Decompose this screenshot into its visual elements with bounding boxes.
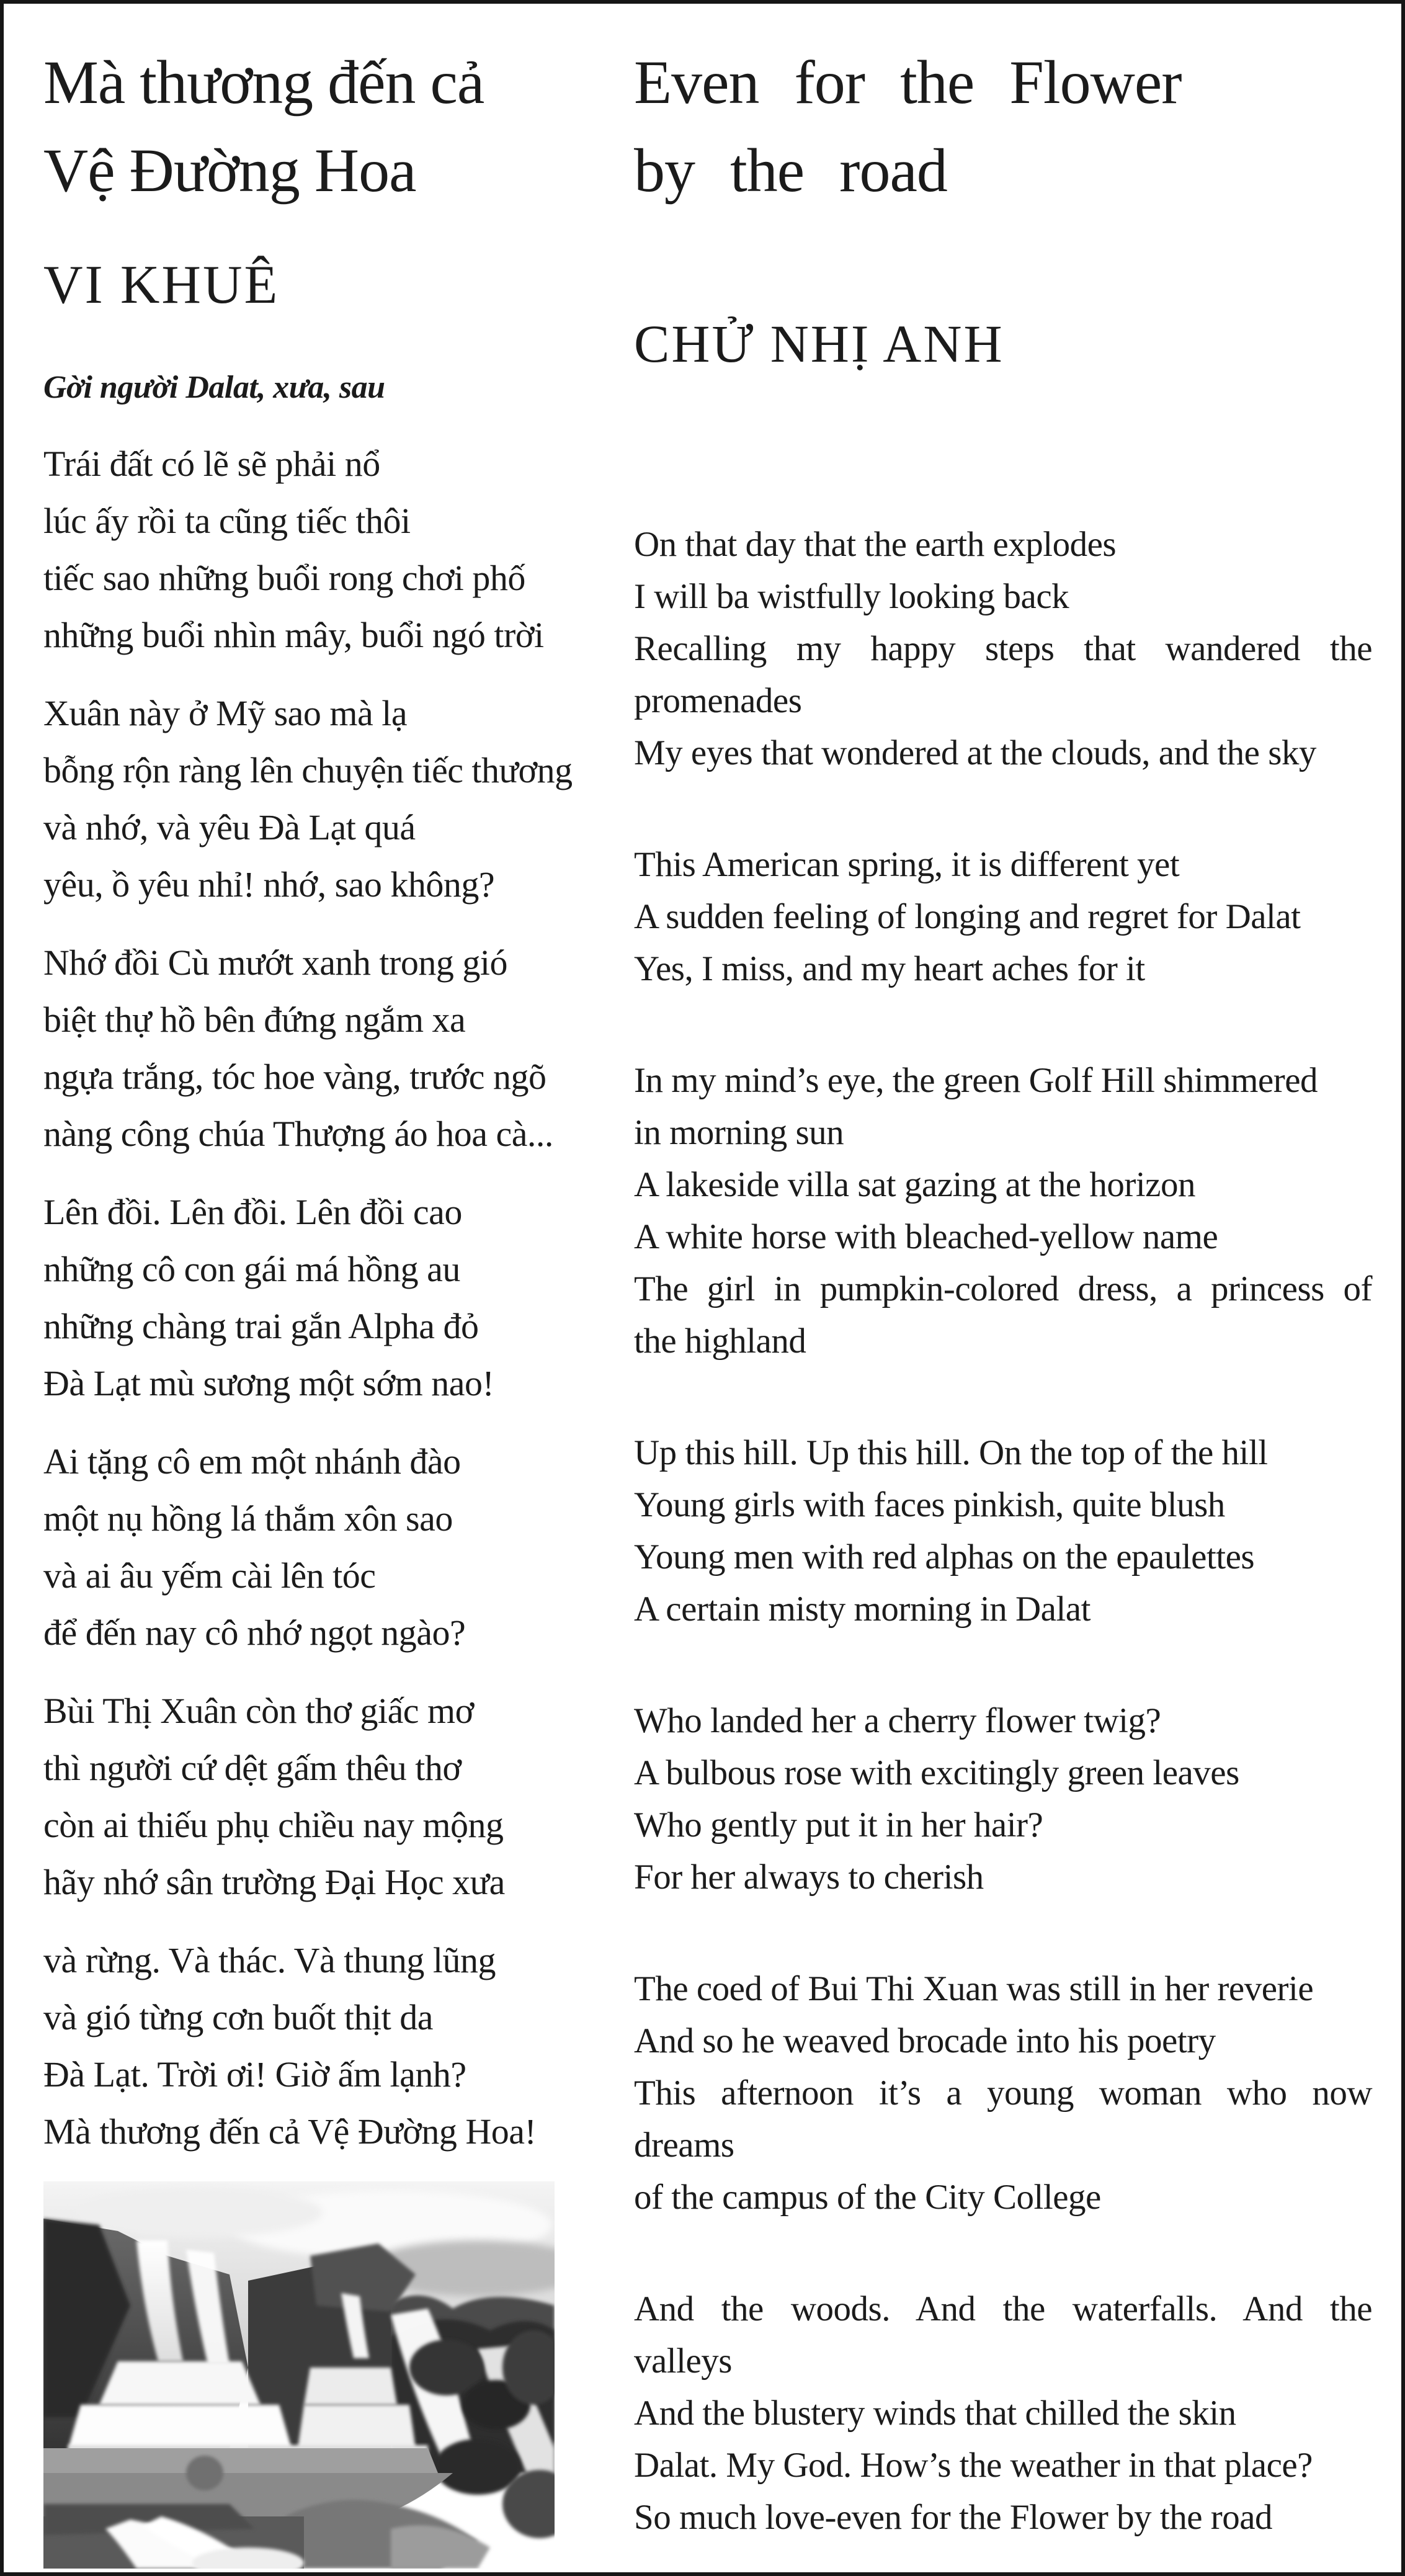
stanza — [634, 1695, 1372, 1903]
stanza — [634, 839, 1372, 995]
stanza — [43, 1932, 634, 2160]
poem-line: những buổi nhìn mây, buổi ngó trời — [43, 615, 544, 655]
poem-line: For her always to cherish — [634, 1858, 984, 1897]
poem-line: nàng công chúa Thượng áo hoa cà... — [43, 1114, 553, 1154]
poem-line: Xuân này ở Mỹ sao mà lạ — [43, 693, 408, 733]
poem-line: in morning sun — [634, 1113, 844, 1152]
poem-line: bỗng rộn ràng lên chuyện tiếc thương — [43, 750, 573, 790]
stanza — [634, 1055, 1372, 1367]
stanza — [634, 2283, 1372, 2544]
vi-title-line-2: Vệ Đường Hoa — [43, 136, 416, 205]
poem-line: Young girls with faces pinkish, quite blush — [634, 1485, 1225, 1524]
poem-line: the highland — [634, 1322, 806, 1361]
poem-line: Mà thương đến cả Vệ Đường Hoa! — [43, 2111, 537, 2152]
poem-line: ngựa trắng, tóc hoe vàng, trước ngõ — [43, 1057, 546, 1097]
poem-line: On that day that the earth explodes — [634, 525, 1117, 564]
poem-line: In my mind’s eye, the green Golf Hill shimmered — [634, 1061, 1318, 1100]
stanza — [634, 519, 1372, 779]
poem-line: và gió từng cơn buốt thịt da — [43, 1997, 434, 2037]
poem-line: Recalling my happy steps that wandered the — [634, 629, 1372, 668]
poem-line: And so he weaved brocade into his poetry — [634, 2021, 1216, 2060]
poem-line: This American spring, it is different yet — [634, 845, 1180, 884]
stanza — [43, 1433, 634, 1661]
stanza — [43, 1184, 634, 1412]
poem-line: A sudden feeling of longing and regret for Dalat — [634, 897, 1301, 936]
poem-line: A white horse with bleached-yellow name — [634, 1217, 1218, 1256]
poem-line: Who landed her a cherry flower twig? — [634, 1701, 1161, 1740]
en-translator: CHỬ NHỊ ANH — [634, 314, 1004, 373]
poem-line: This afternoon it’s a young woman who now — [634, 2073, 1372, 2113]
en-stanzas — [634, 519, 1372, 2544]
poem-line: of the campus of the City College — [634, 2178, 1101, 2217]
vi-stanzas — [43, 436, 634, 2160]
poem-line: Bùi Thị Xuân còn thơ giấc mơ — [43, 1691, 474, 1731]
poem-line: My eyes that wondered at the clouds, and the sky — [634, 733, 1316, 772]
poem-line: và ai âu yếm cài lên tóc — [43, 1555, 376, 1596]
poem-line: hãy nhớ sân trường Đại Học xưa — [43, 1862, 505, 1902]
stanza — [43, 685, 634, 913]
en-title-line-1: Even for the Flower — [634, 48, 1182, 117]
poem-line: Đà Lạt mù sương một sớm nao! — [43, 1363, 494, 1403]
poem-line: và nhớ, và yêu Đà Lạt quá — [43, 807, 416, 847]
poem-line: I will ba wistfully looking back — [634, 577, 1069, 616]
poem-line: promenades — [634, 681, 802, 720]
poem-line: yêu, ồ yêu nhỉ! nhớ, sao không? — [43, 864, 495, 905]
right-column — [634, 38, 1372, 2576]
poem-line: And the woods. And the waterfalls. And the — [634, 2289, 1372, 2328]
vi-dedication: Gời người Dalat, xưa, sau — [43, 370, 385, 405]
poem-line: và rừng. Và thác. Và thung lũng — [43, 1940, 496, 1980]
poem-line: The girl in pumpkin-colored dress, a princess of — [634, 1269, 1372, 1308]
poem-line: And the blustery winds that chilled the skin — [634, 2394, 1236, 2433]
poem-line: A certain misty morning in Dalat — [634, 1590, 1091, 1629]
poem-line: Ai tặng cô em một nhánh đào — [43, 1441, 461, 1482]
vi-title-line-1: Mà thương đến cả — [43, 48, 484, 117]
poem-line: để đến nay cô nhớ ngọt ngào? — [43, 1612, 466, 1653]
poem-line: A bulbous rose with excitingly green leaves — [634, 1753, 1239, 1792]
poem-line: Dalat. My God. How’s the weather in that place? — [634, 2446, 1313, 2485]
en-title-line-2: by the road — [634, 136, 947, 205]
poem-line: Yes, I miss, and my heart aches for it — [634, 949, 1145, 988]
poem-line: Young men with red alphas on the epaulettes — [634, 1537, 1255, 1576]
poem-line: dreams — [634, 2126, 734, 2165]
poem-line: những cô con gái má hồng au — [43, 1249, 460, 1289]
poem-line: valleys — [634, 2341, 732, 2381]
poem-line: những chàng trai gắn Alpha đỏ — [43, 1306, 479, 1346]
stanza — [634, 1427, 1372, 1635]
stanza — [43, 436, 634, 664]
poem-line: Nhớ đồi Cù mướt xanh trong gió — [43, 942, 507, 983]
vi-poem-title — [43, 38, 634, 215]
poem-line: The coed of Bui Thi Xuan was still in her reverie — [634, 1969, 1314, 2008]
poem-line: A lakeside villa sat gazing at the horizon — [634, 1165, 1195, 1204]
poem-line: So much love-even for the Flower by the road — [634, 2498, 1273, 2537]
poem-line: còn ai thiếu phụ chiều nay mộng — [43, 1805, 504, 1845]
stanza — [634, 1963, 1372, 2224]
poem-line: Who gently put it in her hair? — [634, 1805, 1043, 1845]
poem-line: Up this hill. Up this hill. On the top of the hill — [634, 1433, 1268, 1472]
poem-line: lúc ấy rồi ta cũng tiếc thôi — [43, 501, 411, 541]
poem-line: một nụ hồng lá thắm xôn sao — [43, 1498, 453, 1539]
poem-line: Lên đồi. Lên đồi. Lên đồi cao — [43, 1192, 462, 1232]
en-poem-title — [634, 38, 1372, 215]
poem-line: Đà Lạt. Trời ơi! Giờ ấm lạnh? — [43, 2054, 466, 2095]
vi-author: VI KHUÊ — [43, 255, 280, 315]
poem-line: biệt thự hồ bên đứng ngắm xa — [43, 1000, 466, 1040]
stanza — [43, 1683, 634, 1911]
stanza — [43, 934, 634, 1163]
poem-line: tiếc sao những buổi rong chơi phố — [43, 558, 525, 598]
left-column — [43, 38, 634, 2569]
waterfall-photo — [43, 2181, 555, 2569]
poem-line: thì người cứ dệt gấm thêu thơ — [43, 1748, 462, 1788]
poem-line: Trái đất có lẽ sẽ phải nổ — [43, 444, 380, 484]
